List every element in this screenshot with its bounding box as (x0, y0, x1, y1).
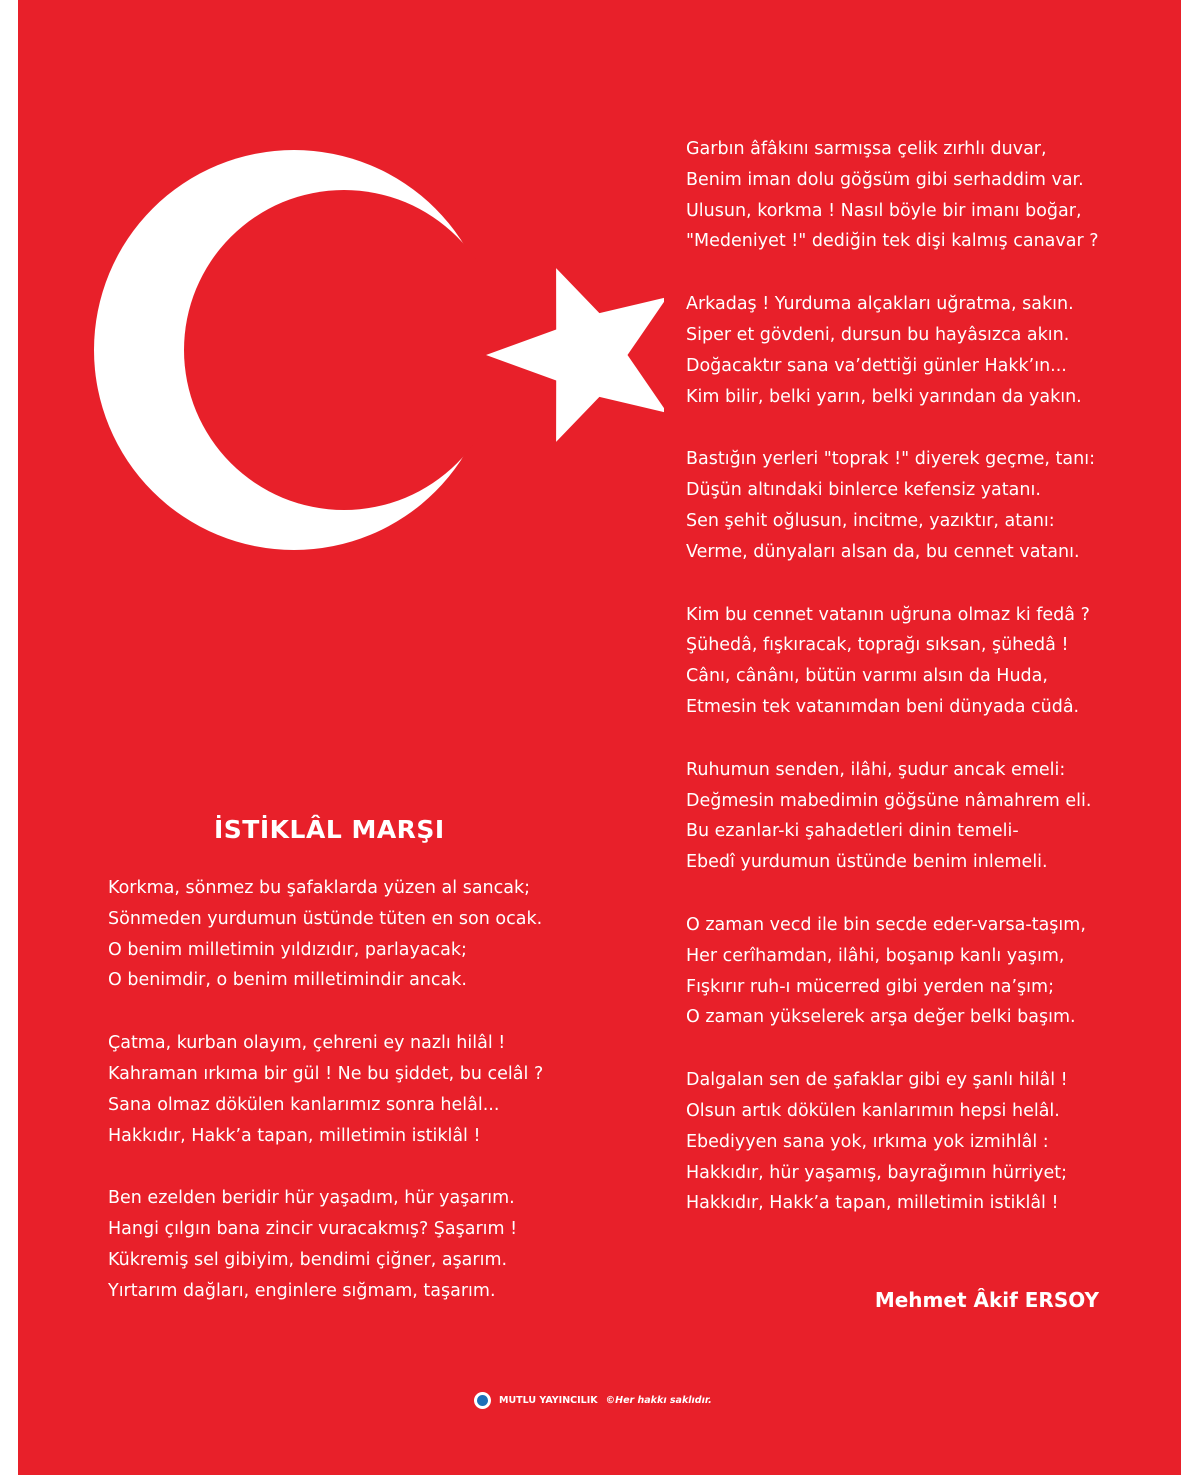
flag-emblem (94, 150, 664, 550)
stanza (108, 1028, 648, 1151)
stanza (686, 600, 1156, 723)
verse-line: Ebediyyen sana yok, ırkıma yok izmihlâl : (686, 1131, 1049, 1152)
stanza (686, 910, 1156, 1033)
verse-line: Verme, dünyaları alsan da, bu cennet vatanı. (686, 541, 1080, 562)
verse-line: Arkadaş ! Yurduma alçakları uğratma, sakın. (686, 294, 1074, 315)
verse-line: Kahraman ırkıma bir gül ! Ne bu şiddet, bu celâl ? (108, 1063, 544, 1084)
verse-line: O benimdir, o benim milletimindir ancak. (108, 970, 467, 991)
verse-line: Sana olmaz dökülen kanlarımız sonra helâl... (108, 1094, 500, 1115)
verse-line: Hakkıdır, hür yaşamış, bayrağımın hürriyet; (686, 1162, 1067, 1183)
stanza (686, 444, 1156, 567)
verse-line: Ebedî yurdumun üstünde benim inlemeli. (686, 852, 1048, 873)
verse-line: Garbın âfâkını sarmışsa çelik zırhlı duvar, (686, 139, 1047, 159)
verse-line: Olsun artık dökülen kanlarımın hepsi helâl. (686, 1100, 1060, 1121)
publisher-name: MUTLU YAYINCILIK (499, 1394, 598, 1406)
verse-line: Hangi çılgın bana zincir vuracakmış? Şaşarım ! (108, 1219, 518, 1240)
verse-line: Cânı, cânânı, bütün varımı alsın da Huda, (686, 666, 1048, 687)
verse-line: Yırtarım dağları, enginlere sığmam, taşarım. (108, 1280, 496, 1301)
verse-line: Korkma, sönmez bu şafaklarda yüzen al sancak; (108, 878, 531, 898)
right-verses (686, 134, 1156, 1251)
verse-line: Düşün altındaki binlerce kefensiz yatanı. (686, 480, 1041, 501)
verse-line: Benim iman dolu göğsüm gibi serhaddim var. (686, 169, 1084, 190)
publisher-footer (474, 1390, 712, 1410)
star-icon (486, 268, 664, 442)
verse-line: Ben ezelden beridir hür yaşadım, hür yaşarım. (108, 1188, 515, 1209)
verse-line: O zaman vecd ile bin secde eder-varsa-taşım, (686, 914, 1086, 935)
verse-line: Ruhumun senden, ilâhi, şudur ancak emeli: (686, 759, 1066, 780)
stanza (686, 1065, 1156, 1219)
verse-line: Her cerîhamdan, ilâhi, boşanıp kanlı yaşım, (686, 945, 1065, 966)
verse-line: Kim bilir, belki yarın, belki yarından da yakın. (686, 386, 1082, 407)
verse-line: O zaman yükselerek arşa değer belki başım. (686, 1007, 1076, 1028)
stanza (108, 873, 648, 996)
verse-line: "Medeniyet !" dediğin tek dişi kalmış canavar ? (686, 231, 1099, 252)
stanza (108, 1183, 648, 1306)
verse-line: Sen şehit oğlusun, incitme, yazıktır, atanı: (686, 510, 1055, 531)
stanza (686, 755, 1156, 878)
verse-line: Bu ezanlar-ki şahadetleri dinin temeli- (686, 821, 1019, 842)
verse-line: Dalgalan sen de şafaklar gibi ey şanlı hilâl ! (686, 1070, 1068, 1091)
stanza (686, 134, 1156, 257)
verse-line: Hakkıdır, Hakk’a tapan, milletimin istiklâl ! (686, 1193, 1059, 1214)
publisher-logo-icon (474, 1392, 491, 1409)
stanza (686, 289, 1156, 412)
verse-line: Fışkırır ruh-ı mücerred gibi yerden na’şım; (686, 976, 1054, 997)
verse-line: Kim bu cennet vatanın uğruna olmaz ki fedâ ? (686, 604, 1090, 625)
verse-line: Hakkıdır, Hakk’a tapan, milletimin istiklâl ! (108, 1125, 481, 1146)
left-verses (108, 873, 648, 1339)
verse-line: Ulusun, korkma ! Nasıl böyle bir imanı boğar, (686, 200, 1082, 221)
verse-line: Bastığın yerleri "toprak !" diyerek geçme, tanı: (686, 449, 1095, 470)
anthem-title: İSTİKLÂL MARŞI (214, 815, 445, 844)
verse-line: Etmesin tek vatanımdan beni dünyada cüdâ. (686, 696, 1080, 717)
verse-line: Sönmeden yurdumun üstünde tüten en son ocak. (108, 908, 543, 929)
verse-line: Siper et gövdeni, dursun bu hayâsızca akın. (686, 324, 1070, 345)
copyright-notice: ©Her hakkı saklıdır. (605, 1394, 712, 1406)
flag-background (18, 0, 1181, 1475)
crescent-icon (94, 150, 504, 550)
author-name: Mehmet Âkif ERSOY (874, 1288, 1099, 1312)
verse-line: O benim milletimin yıldızıdır, parlayacak; (108, 939, 467, 960)
verse-line: Doğacaktır sana va’dettiği günler Hakk’ın... (686, 355, 1067, 376)
verse-line: Şühedâ, fışkıracak, toprağı sıksan, şühedâ ! (686, 635, 1069, 656)
verse-line: Çatma, kurban olayım, çehreni ey nazlı hilâl ! (108, 1033, 506, 1054)
verse-line: Değmesin mabedimin göğsüne nâmahrem eli. (686, 790, 1092, 811)
verse-line: Kükremiş sel gibiyim, bendimi çiğner, aşarım. (108, 1249, 508, 1270)
